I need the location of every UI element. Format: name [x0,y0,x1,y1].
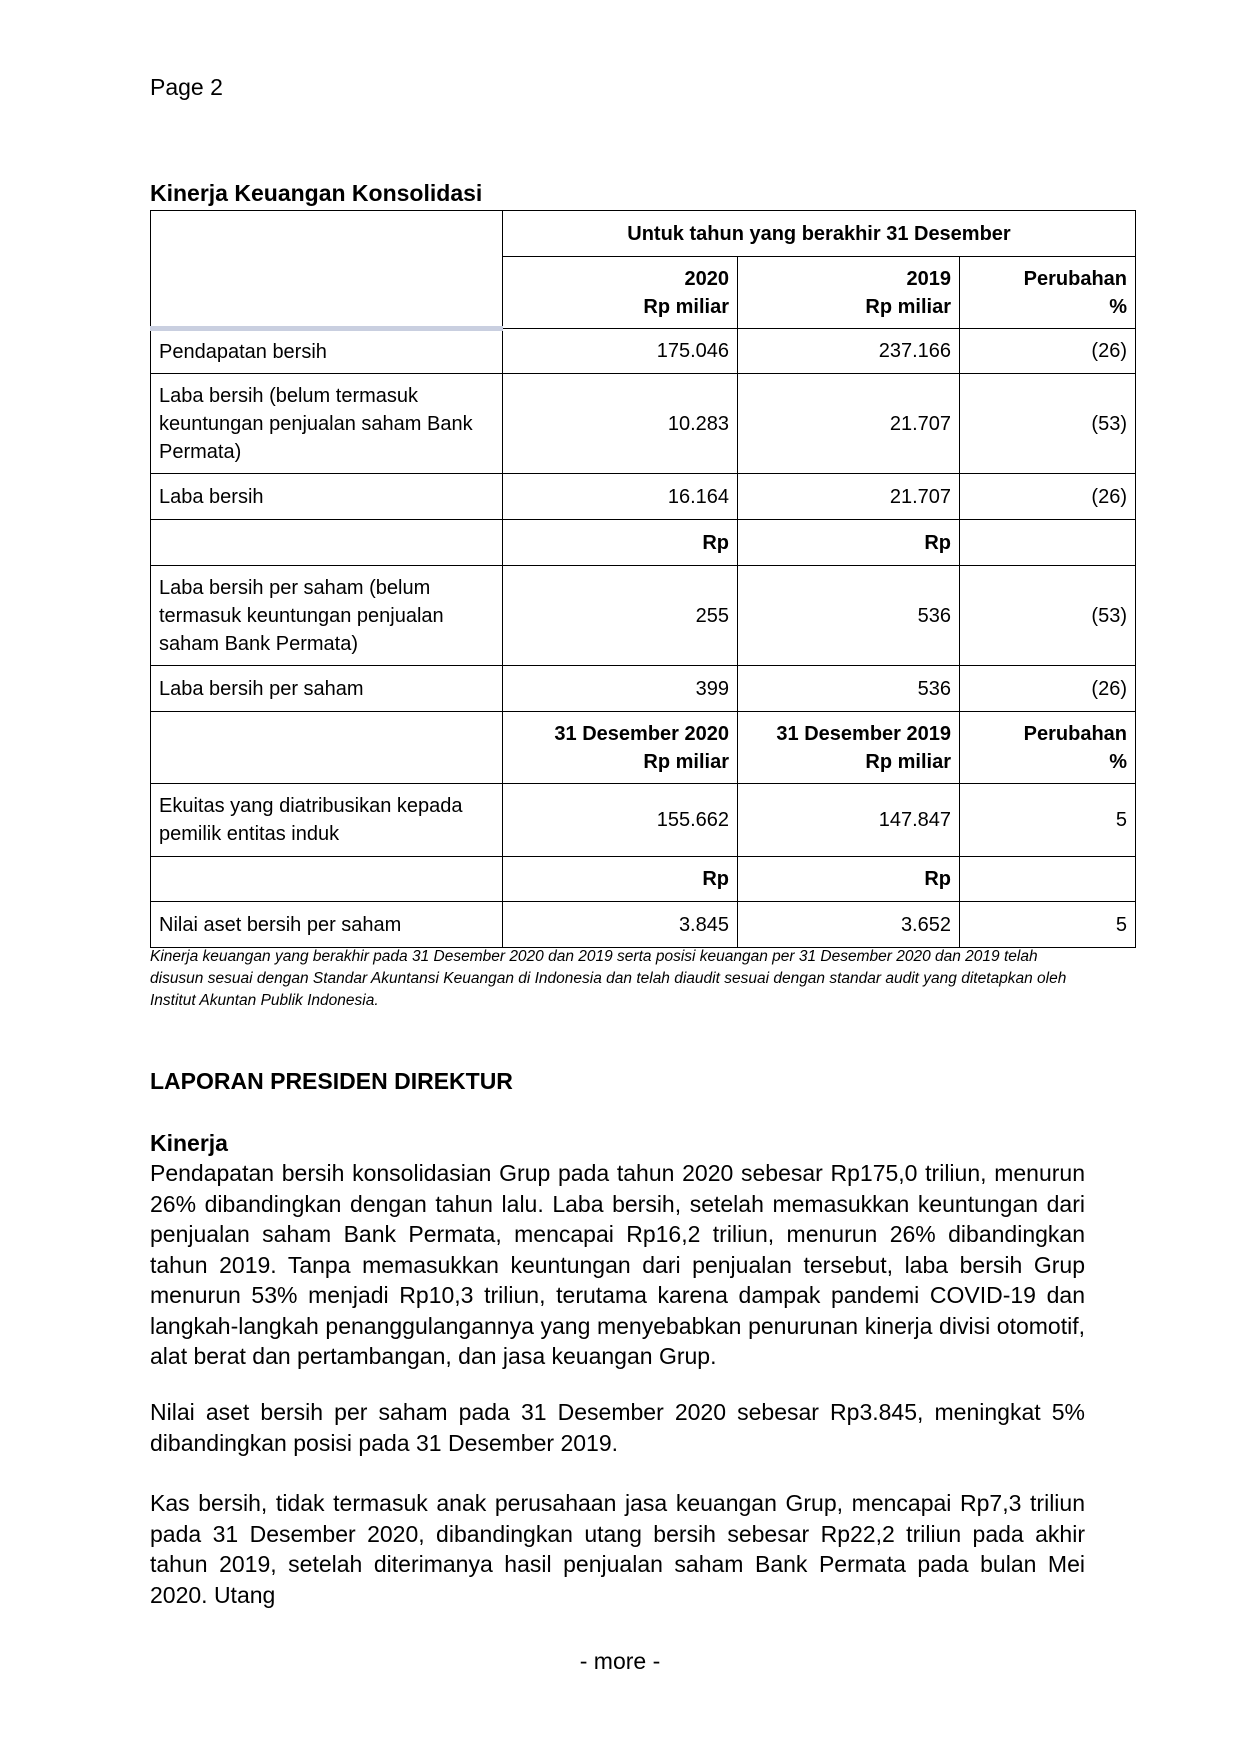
table-row [151,474,1136,520]
financial-performance-table [150,210,1136,948]
col-header-change: Perubahan % [960,257,1136,329]
value-2020: 175.046 [503,329,738,374]
value-2019: 536 [738,566,960,666]
value-2020: 10.283 [503,374,738,474]
value-change: (26) [960,329,1136,374]
table-row [151,666,1136,712]
row-label: Laba bersih per saham (belum termasuk keuntungan penjualan saham Bank Permata) [151,566,503,666]
unit-row [151,520,1136,566]
unit-rp-2020: Rp [503,520,738,566]
table-column-header-row [151,712,1136,784]
unit-row-blank [151,520,503,566]
report-heading: LAPORAN PRESIDEN DIREKTUR [150,1068,513,1094]
header-blank-cell [151,211,503,329]
unit-row-blank [151,857,503,902]
value-2019: 536 [738,666,960,712]
paragraph: Nilai aset bersih per saham pada 31 Desember 2020 sebesar Rp3.845, meningkat 5% dibandingkan posisi pada 31 Desember 2019. [150,1399,1085,1456]
col-header-2019: 2019 Rp miliar [738,257,960,329]
table-row [151,374,1136,474]
table-footnote: Kinerja keuangan yang berakhir pada 31 Desember 2020 dan 2019 serta posisi keuangan per 31 Desember 2020 dan 2019 telah disusun sesuai dengan Standar Akuntansi Keuangan di Indonesia dan telah diaudit sesuai dengan standar audit yang ditetapkan oleh Institut Akuntan Publik Indonesia. [150,948,1067,1009]
unit-row-blank [960,857,1136,902]
row-label: Pendapatan bersih [151,329,503,374]
value-change: (26) [960,666,1136,712]
col-header-change: Perubahan % [960,712,1136,784]
value-2020: 155.662 [503,784,738,857]
subheading: Kinerja [150,1130,228,1156]
paragraph: Kas bersih, tidak termasuk anak perusahaan jasa keuangan Grup, mencapai Rp7,3 triliun pada 31 Desember 2020, dibandingkan utang bersih sebesar Rp22,2 triliun pada akhir tahun 2019, setelah diterimanya hasil penjualan saham Bank Permata pada bulan Mei 2020. Utang [150,1490,1085,1608]
col-header-dec-2020: 31 Desember 2020 Rp miliar [503,712,738,784]
section-title: Kinerja Keuangan Konsolidasi [150,180,483,206]
unit-rp-2020: Rp [503,857,738,902]
period-header: Untuk tahun yang berakhir 31 Desember [503,211,1136,257]
page-number: Page 2 [150,74,223,100]
value-2020: 255 [503,566,738,666]
row-label: Nilai aset bersih per saham [151,902,503,948]
row-label: Laba bersih per saham [151,666,503,712]
page-footer: - more - [579,1648,661,1674]
table-row [151,566,1136,666]
table-row [151,329,1136,374]
table-header-row [151,211,1136,257]
value-change: (53) [960,374,1136,474]
col-header-dec-2019: 31 Desember 2019 Rp miliar [738,712,960,784]
value-2019: 237.166 [738,329,960,374]
value-2019: 21.707 [738,474,960,520]
row-label: Ekuitas yang diatribusikan kepada pemilik entitas induk [151,784,503,857]
value-2020: 16.164 [503,474,738,520]
table-row [151,902,1136,948]
value-2019: 147.847 [738,784,960,857]
value-change: (53) [960,566,1136,666]
value-2020: 399 [503,666,738,712]
value-change: (26) [960,474,1136,520]
unit-row-blank [960,520,1136,566]
unit-rp-2019: Rp [738,857,960,902]
unit-row [151,857,1136,902]
row-label: Laba bersih [151,474,503,520]
paragraph: Pendapatan bersih konsolidasian Grup pada tahun 2020 sebesar Rp175,0 triliun, menurun 26% dibandingkan dengan tahun lalu. Laba bersih, setelah memasukkan keuntungan dari penjualan saham Bank Permata, mencapai Rp16,2 triliun, menurun 26% dibandingkan tahun 2019. Tanpa memasukkan keuntungan dari penjualan tersebut, laba bersih Grup menurun 53% menjadi Rp10,3 triliun, terutama karena dampak pandemi COVID-19 dan langkah-langkah penanggulangannya yang menyebabkan penurunan kinerja divisi otomotif, alat berat dan pertambangan, dan jasa keuangan Grup. [150,1160,1085,1369]
table-row [151,784,1136,857]
value-change: 5 [960,784,1136,857]
header-blank-cell [151,712,503,784]
value-change: 5 [960,902,1136,948]
value-2019: 21.707 [738,374,960,474]
row-label: Laba bersih (belum termasuk keuntungan penjualan saham Bank Permata) [151,374,503,474]
col-header-2020: 2020 Rp miliar [503,257,738,329]
unit-rp-2019: Rp [738,520,960,566]
value-2020: 3.845 [503,902,738,948]
value-2019: 3.652 [738,902,960,948]
